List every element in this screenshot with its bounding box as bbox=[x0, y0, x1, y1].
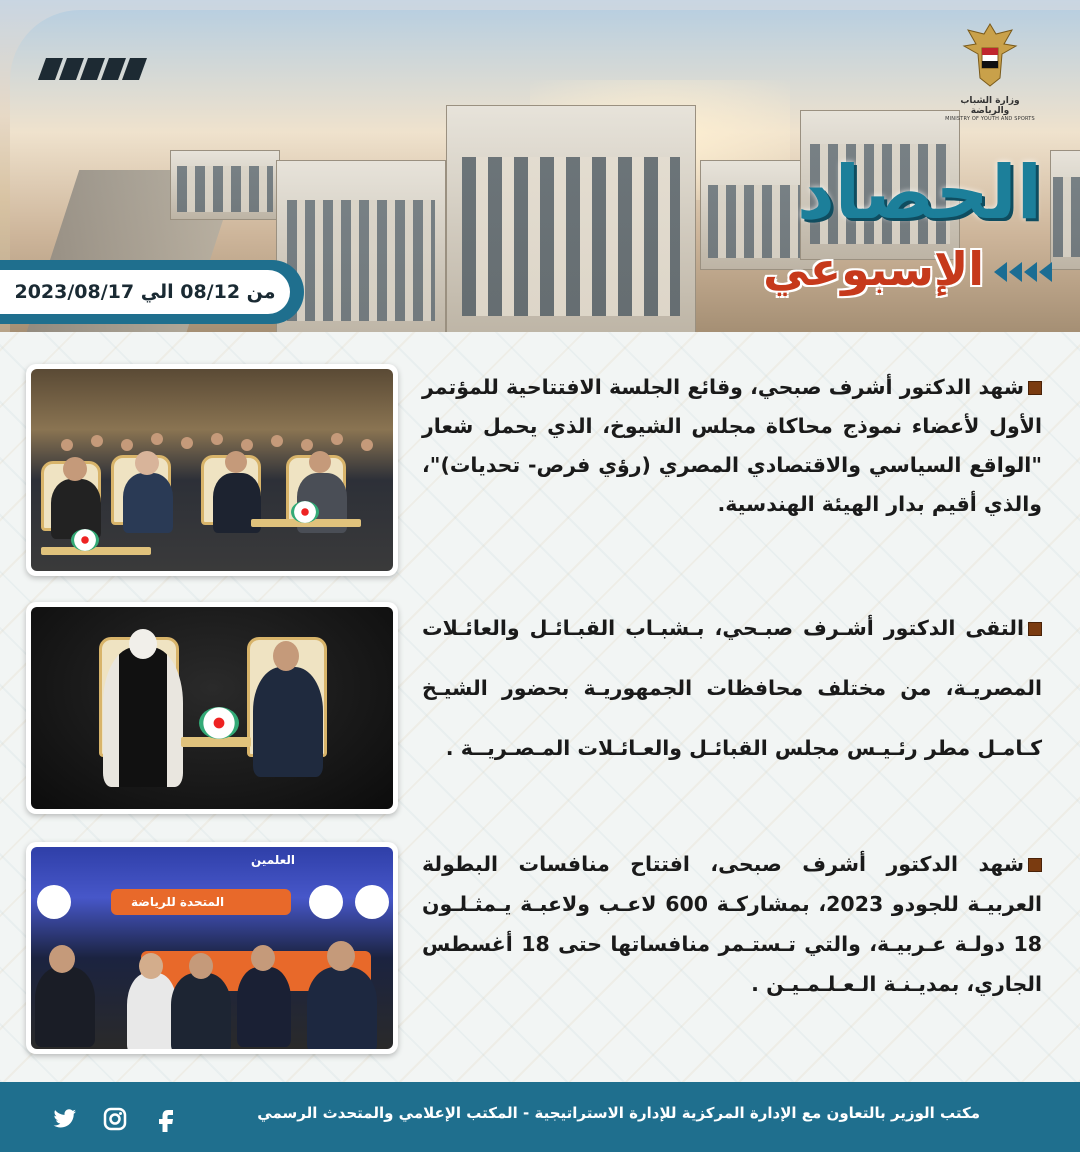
sponsor-banner: المتحدة للرياضة bbox=[131, 895, 225, 909]
footer-credits: مكتب الوزير بالتعاون مع الإدارة المركزية للإدارة الاستراتيجية - المكتب الإعلامي والمتحدث الرسمي bbox=[257, 1104, 980, 1122]
news-item-text: التقى الدكتور أشـرف صبـحي، بـشبـاب القبـائـل والعائـلات المصريـة، من مختلف محافظات الجمهوريـة بحضور الشيـخ كـامـل مطر رئـيـس مجلس القبائـل والعـائـلات المـصـريــة . bbox=[422, 616, 1042, 760]
page-title: الحصاد bbox=[796, 150, 1042, 236]
event-banner: العلمين bbox=[251, 853, 296, 867]
bullet-square-icon bbox=[1028, 381, 1042, 395]
news-item-3 bbox=[422, 844, 1042, 1004]
news-item-text: شهد الدكتور أشرف صبحي، وقائع الجلسة الافتتاحية للمؤتمر الأول لأعضاء نموذج محاكاة مجلس الشيوخ، الذي يحمل شعار "الواقع السياسي والاقتصادي المصري (رؤي فرص- تحديات)"، والذي أقيم بدار الهيئة الهندسية. bbox=[422, 375, 1042, 516]
footer-bar bbox=[0, 1082, 1080, 1152]
news-item-1 bbox=[422, 368, 1042, 524]
bullet-square-icon bbox=[1028, 858, 1042, 872]
chevron-left-icon bbox=[994, 262, 1052, 282]
decor-stripes bbox=[42, 58, 143, 80]
main-building-graphic bbox=[446, 105, 696, 332]
date-range-badge bbox=[0, 260, 304, 324]
building-graphic bbox=[1050, 150, 1080, 270]
twitter-icon[interactable] bbox=[48, 1102, 82, 1136]
facebook-icon[interactable] bbox=[148, 1102, 182, 1136]
news-photo-2 bbox=[26, 602, 398, 814]
news-item-text: شهد الدكتور أشرف صبحى، افتتاح منافسات البطولة العربيـة للجودو 2023، بمشاركـة 600 لاعـب ولاعبـة يـمثـلـون 18 دولـة عـربيـة، والتي تـستـمر منافساتها حتى 18 أغسطس الجاري، بمديـنـة الـعـلـمـيـن . bbox=[422, 852, 1042, 996]
news-section bbox=[0, 332, 1080, 1082]
news-photo-1 bbox=[26, 364, 398, 576]
building-graphic bbox=[170, 150, 280, 220]
judo-championship-photo bbox=[31, 847, 393, 1049]
header-banner bbox=[0, 0, 1080, 332]
bullet-square-icon bbox=[1028, 622, 1042, 636]
instagram-icon[interactable] bbox=[98, 1102, 132, 1136]
logo-text-english: MINISTRY OF YOUTH AND SPORTS bbox=[945, 116, 1035, 122]
eagle-emblem-icon bbox=[960, 20, 1020, 92]
news-item-2 bbox=[422, 598, 1042, 778]
page-subtitle: الإسبوعي bbox=[763, 242, 984, 296]
conference-hall-photo bbox=[31, 369, 393, 571]
two-men-seated-photo bbox=[31, 607, 393, 809]
building-graphic bbox=[276, 160, 446, 332]
social-links bbox=[48, 1102, 182, 1136]
logo-text-arabic: وزارة الشباب والرياضة bbox=[960, 96, 1020, 116]
date-range-text: من 08/12 الي 2023/08/17 bbox=[0, 270, 290, 314]
news-photo-3 bbox=[26, 842, 398, 1054]
ministry-logo bbox=[940, 20, 1040, 122]
